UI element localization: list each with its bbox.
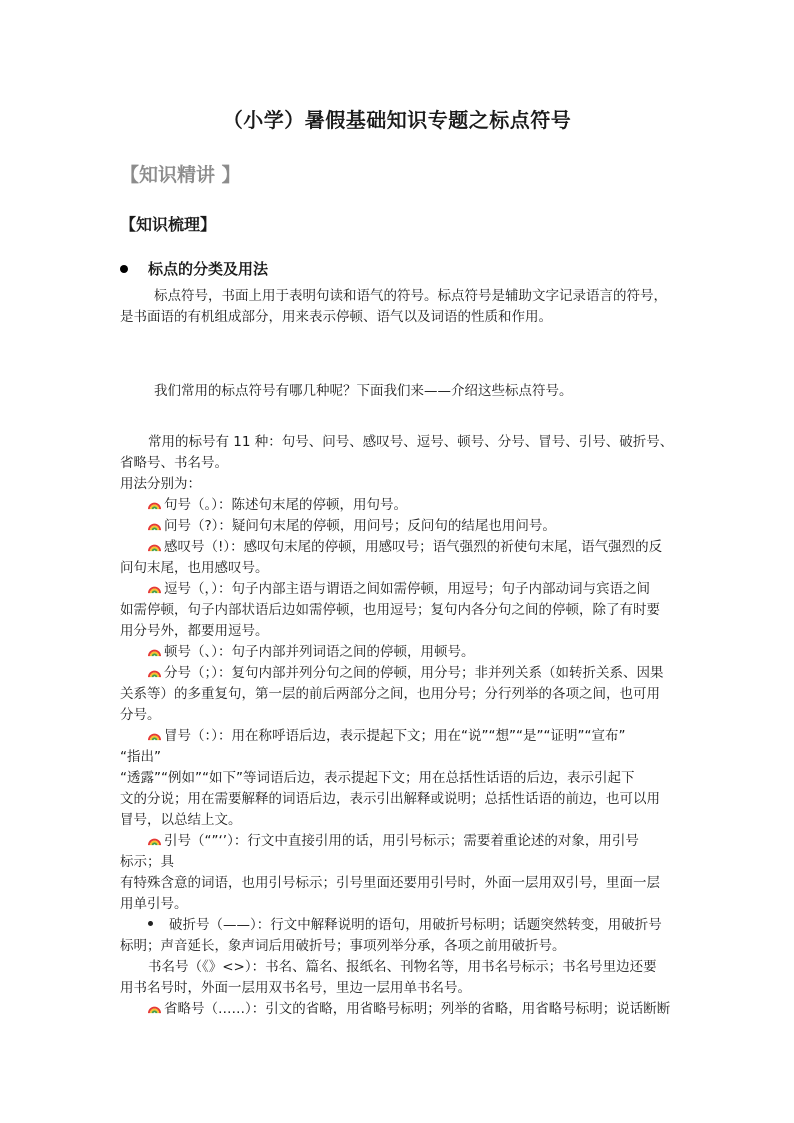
rainbow-icon <box>148 666 161 679</box>
bullet-dot-icon <box>148 921 153 926</box>
item-text: 问号（?）：疑问句末尾的停顿，用问号；反问句的结尾也用问号。 <box>164 518 556 534</box>
rainbow-icon <box>148 582 161 595</box>
text-line: 冒号，以总结上文。 <box>120 812 242 828</box>
text-line: 用单引号。 <box>120 896 188 912</box>
text-line: 如需停顿，句子内部状语后边如需停顿，也用逗号；复句内各分句之间的停顿，除了有时要 <box>120 602 660 618</box>
page-title: （小学）暑假基础知识专题之标点符号 <box>222 108 572 132</box>
list-item-semicolon <box>120 663 678 684</box>
item-text: 逗号（，）：句子内部主语与谓语之间如需停顿，用逗号；句子内部动词与宾语之间 <box>164 581 650 597</box>
rainbow-icon <box>148 834 161 847</box>
list-item-question <box>120 516 678 537</box>
rainbow-icon <box>148 519 161 532</box>
list-item-colon <box>120 726 678 747</box>
item-text: 破折号（——）：行文中解释说明的语句，用破折号标明；话题突然转变，用破折号 <box>169 917 662 933</box>
text-line: “透露”“例如”“如下”等词语后边，表示提起下文；用在总括性话语的后边，表示引起下 <box>120 770 635 786</box>
intro-line: 是书面语的有机组成部分，用来表示停顿、语气以及词语的性质和作用。 <box>120 309 552 325</box>
list-item-dash <box>120 915 678 936</box>
text-line: 省略号、书名号。 <box>120 455 228 471</box>
item-text: 顿号（、）：句子内部并列词语之间的停顿，用顿号。 <box>164 644 475 660</box>
list-item-dunhao <box>120 642 678 663</box>
bullet-heading <box>120 258 268 279</box>
text-line: 有特殊含意的词语，也用引号标示；引号里面还要用引号时，外面一层用双引号，里面一层 <box>120 875 660 891</box>
intro-line: 标点符号，书面上用于表明句读和语气的符号。标点符号是辅助文字记录语言的符号， <box>154 288 667 304</box>
rainbow-icon <box>148 540 161 553</box>
section-heading: 【知识精讲 】 <box>120 164 241 186</box>
text-line: 关系等）的多重复句，第一层的前后两部分之间，也用分号；分行列举的各项之间，也可用 <box>120 686 660 702</box>
list-item-period <box>120 495 678 516</box>
text-line: 用分号外，都要用逗号。 <box>120 623 269 639</box>
list-item-comma <box>120 579 678 600</box>
item-text: 引号（“”‘’）：行文中直接引用的话，用引号标示；需要着重论述的对象，用引号 <box>164 833 639 849</box>
punctuation-list <box>120 432 678 1020</box>
list-item-ellipsis <box>120 999 678 1020</box>
item-text: 感叹号（!）：感叹句末尾的停顿，用感叹号；语气强烈的祈使句末尾，语气强烈的反 <box>164 539 663 555</box>
rainbow-icon <box>148 1002 161 1015</box>
rainbow-icon <box>148 645 161 658</box>
rainbow-icon <box>148 498 161 511</box>
text-line: 标示；具 <box>120 854 174 870</box>
item-text: 句号（。）：陈述句末尾的停顿，用句号。 <box>164 497 407 513</box>
text-line: “指出” <box>120 749 161 765</box>
text-line: 用书名号时，外面一层用双书名号，里边一层用单书名号。 <box>120 980 471 996</box>
sub-heading: 【知识梳理】 <box>120 215 217 234</box>
text-line: 标明；声音延长，象声词后用破折号；事项列举分承，各项之前用破折号。 <box>120 938 566 954</box>
text-line: 用法分别为： <box>120 476 201 492</box>
text-line: 常用的标号有 11 种：句号、问号、感叹号、逗号、顿号、分号、冒号、引号、破折号、 <box>148 434 674 450</box>
bullet-dot-icon <box>120 265 128 273</box>
intro-paragraph <box>120 286 678 328</box>
bullet-heading-text: 标点的分类及用法 <box>148 260 269 278</box>
rainbow-icon <box>148 729 161 742</box>
list-item-exclamation <box>120 537 678 558</box>
text-line: 问句末尾，也用感叹号。 <box>120 560 269 576</box>
question-paragraph: 我们常用的标点符号有哪几种呢？下面我们来——介绍这些标点符号。 <box>154 383 573 399</box>
text-line: 文的分说；用在需要解释的词语后边，表示引出解释或说明；总括性话语的前边，也可以用 <box>120 791 660 807</box>
list-item-book-title <box>120 957 678 978</box>
item-text: 书名号（《》<>）：书名、篇名、报纸名、刊物名等，用书名号标示；书名号里边还要 <box>148 959 657 975</box>
item-text: 省略号（……）：引文的省略，用省略号标明；列举的省略，用省略号标明；说话断断 <box>164 1001 671 1017</box>
item-text: 冒号（：）：用在称呼语后边，表示提起下文；用在“说”“想”“是”“证明”“宣布” <box>164 728 626 744</box>
item-text: 分号（；）：复句内部并列分句之间的停顿，用分号；非并列关系（如转折关系、因果 <box>164 665 664 681</box>
list-item-quotes <box>120 831 678 852</box>
text-line: 分号。 <box>120 707 161 723</box>
